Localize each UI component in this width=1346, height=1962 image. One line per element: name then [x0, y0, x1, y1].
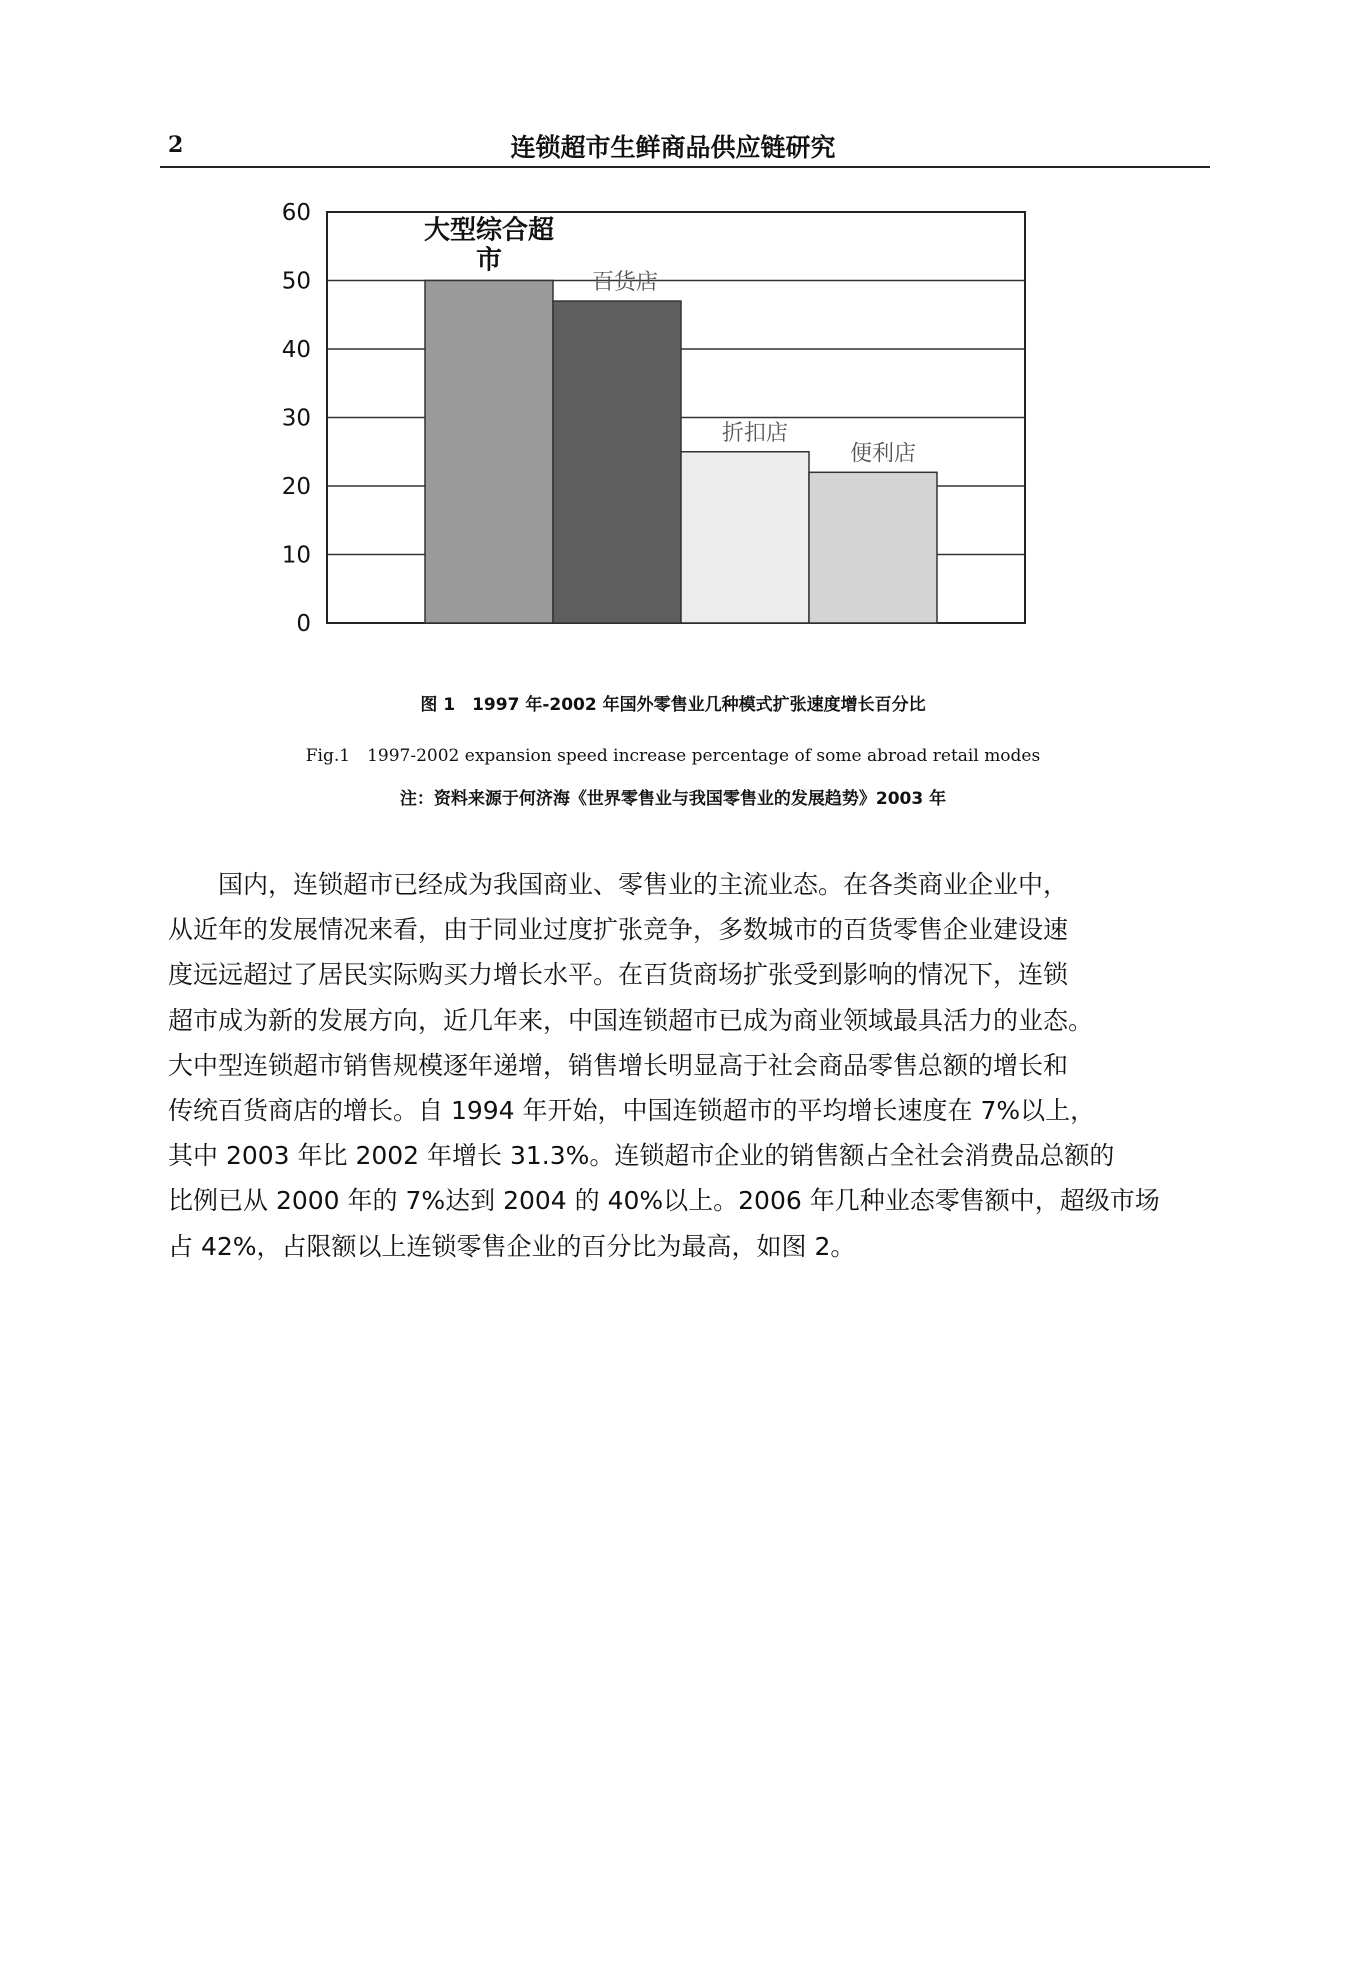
y-tick-label: 30 [281, 405, 311, 432]
y-tick-label: 10 [281, 542, 311, 569]
body-line: 度远远超过了居民实际购买力增长水平。在百货商场扩张受到影响的情况下，连锁 [168, 960, 1069, 990]
y-tick-label: 20 [281, 474, 311, 500]
bar [425, 281, 553, 624]
y-tick-label: 50 [281, 268, 311, 295]
category-label: 便利店 [849, 441, 917, 467]
figure-source-note: 注：资料来源于何济海《世界零售业与我国零售业的发展趋势》2003 年 [399, 789, 947, 809]
figure-caption-cn: 图 1 1997 年-2002 年国外零售业几种模式扩张速度增长百分比 [420, 695, 926, 715]
body-line: 其中 2003 年比 2002 年增长 31.3%。连锁超市企业的销售额占全社会消费品总额的 [168, 1141, 1115, 1171]
bar [681, 452, 809, 623]
body-line: 传统百货商店的增长。自 1994 年开始，中国连锁超市的平均增长速度在 7%以上， [168, 1096, 1096, 1126]
y-tick-label: 0 [296, 611, 311, 637]
body-line: 比例已从 2000 年的 7%达到 2004 的 40%以上。2006 年几种业态零售额中，超级市场 [168, 1186, 1160, 1216]
figure-caption-en: Fig.1 1997-2002 expansion speed increase percentage of some abroad retail modes [305, 746, 1041, 766]
category-label: 大型综合超 [423, 215, 555, 246]
category-label: 折扣店 [721, 420, 789, 446]
body-paragraph [168, 862, 1178, 1269]
y-tick-label: 60 [281, 200, 311, 226]
category-label: 百货店 [591, 270, 659, 296]
page-number: 2 [168, 132, 184, 158]
body-line: 大中型连锁超市销售规模逐年递增，销售增长明显高于社会商品零售总额的增长和 [168, 1050, 1069, 1080]
body-line: 超市成为新的发展方向，近几年来，中国连锁超市已成为商业领域最具活力的业态。 [168, 1005, 1094, 1035]
body-line: 从近年的发展情况来看，由于同业过度扩张竞争，多数城市的百货零售企业建设速 [168, 915, 1069, 945]
body-line: 占 42%，占限额以上连锁零售企业的百分比为最高，如图 2。 [168, 1231, 856, 1261]
bar [553, 301, 681, 623]
y-tick-label: 40 [281, 337, 311, 363]
category-label: 市 [475, 245, 503, 276]
bar-chart [0, 0, 1346, 660]
bar [809, 472, 937, 623]
running-header-title: 连锁超市生鲜商品供应链研究 [510, 133, 836, 162]
body-line: 国内，连锁超市已经成为我国商业、零售业的主流业态。在各类商业企业中， [168, 870, 1069, 899]
